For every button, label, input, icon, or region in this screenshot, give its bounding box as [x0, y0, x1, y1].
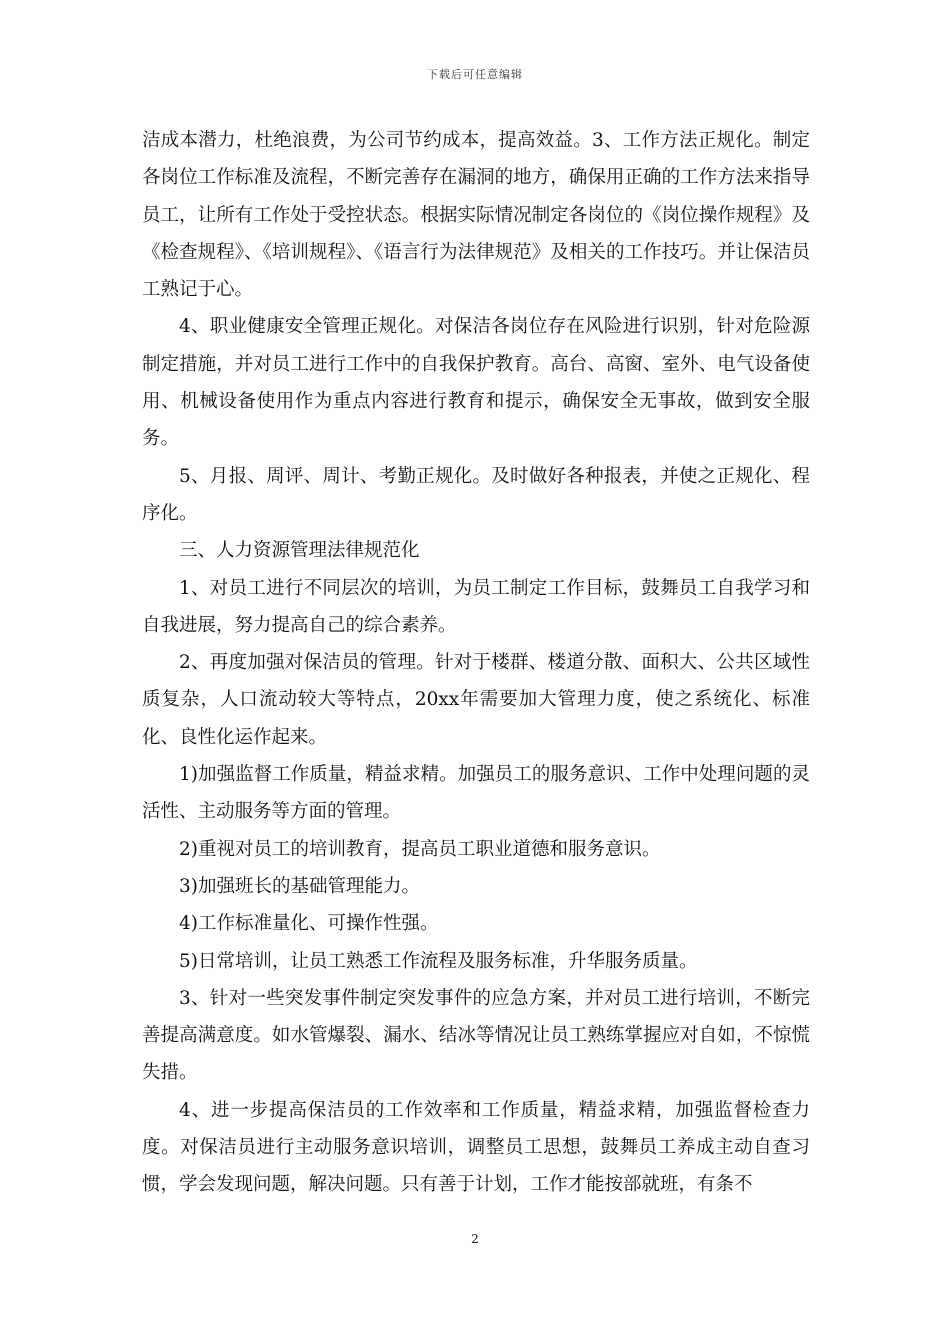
list-item-standards: 4)工作标准量化、可操作性强。 [179, 913, 439, 935]
paragraph-emergency-plan: 3、针对一些突发事件制定突发事件的应急方案，并对员工进行培训，不断完善提高满意度。如水管爆裂、漏水、结冰等情况让员工熟练掌握应对自如，不惊慌失措。 [142, 987, 810, 1084]
list-item-training-education: 2)重视对员工的培训教育，提高员工职业道德和服务意识。 [179, 838, 661, 860]
paragraph-cleaner-management: 2、再度加强对保洁员的管理。针对于楼群、楼道分散、面积大、公共区域性质复杂，人口流动较大等特点，20xx年需要加大管理力度，使之系统化、标准化、良性化运作起来。 [142, 652, 810, 748]
list-item-quality-supervision: 1)加强监督工作质量，精益求精。加强员工的服务意识、工作中处理问题的灵活性、主动服务等方面的管理。 [142, 764, 810, 823]
paragraph-efficiency: 4、进一步提高保洁员的工作效率和工作质量，精益求精，加强监督检查力度。对保洁员进行主动服务意识培训，调整员工思想，鼓舞员工养成主动自查习惯，学会发现问题，解决问题。只有善于计划，工作才能按部就班，有条不 [142, 1099, 810, 1196]
paragraph-training-levels: 1、对员工进行不同层次的培训，为员工制定工作目标，鼓舞员工自我学习和自我进展，努力提高自己的综合素养。 [142, 577, 810, 636]
section-heading-hr: 三、人力资源管理法律规范化 [179, 540, 420, 562]
page-header-note: 下载后可任意编辑 [427, 68, 523, 81]
paragraph-safety-management: 4、职业健康安全管理正规化。对保洁各岗位存在风险进行识别，针对危险源制定措施，并对员工进行工作中的自我保护教育。高台、高窗、室外、电气设备使用、机械设备使用作为重点内容进行教育和提示，确保安全无事故，做到安全服务。 [142, 316, 810, 450]
document-body [142, 122, 810, 1204]
page-number: 2 [471, 1232, 479, 1246]
list-item-team-leader: 3)加强班长的基础管理能力。 [179, 875, 420, 897]
list-item-daily-training: 5)日常培训，让员工熟悉工作流程及服务标准，升华服务质量。 [179, 950, 698, 972]
paragraph-reports: 5、月报、周评、周计、考勤正规化。及时做好各种报表，并使之正规化、程序化。 [142, 465, 810, 524]
paragraph-cost-and-methods: 洁成本潜力，杜绝浪费，为公司节约成本，提高效益。3、工作方法正规化。制定各岗位工作标准及流程，不断完善存在漏洞的地方，确保用正确的工作方法来指导员工，让所有工作处于受控状态。根据实际情况制定各岗位的《岗位操作规程》及《检查规程》、《培训规程》、《语言行为法律规范》及相关的工作技巧。并让保洁员工熟记于心。 [142, 130, 810, 301]
